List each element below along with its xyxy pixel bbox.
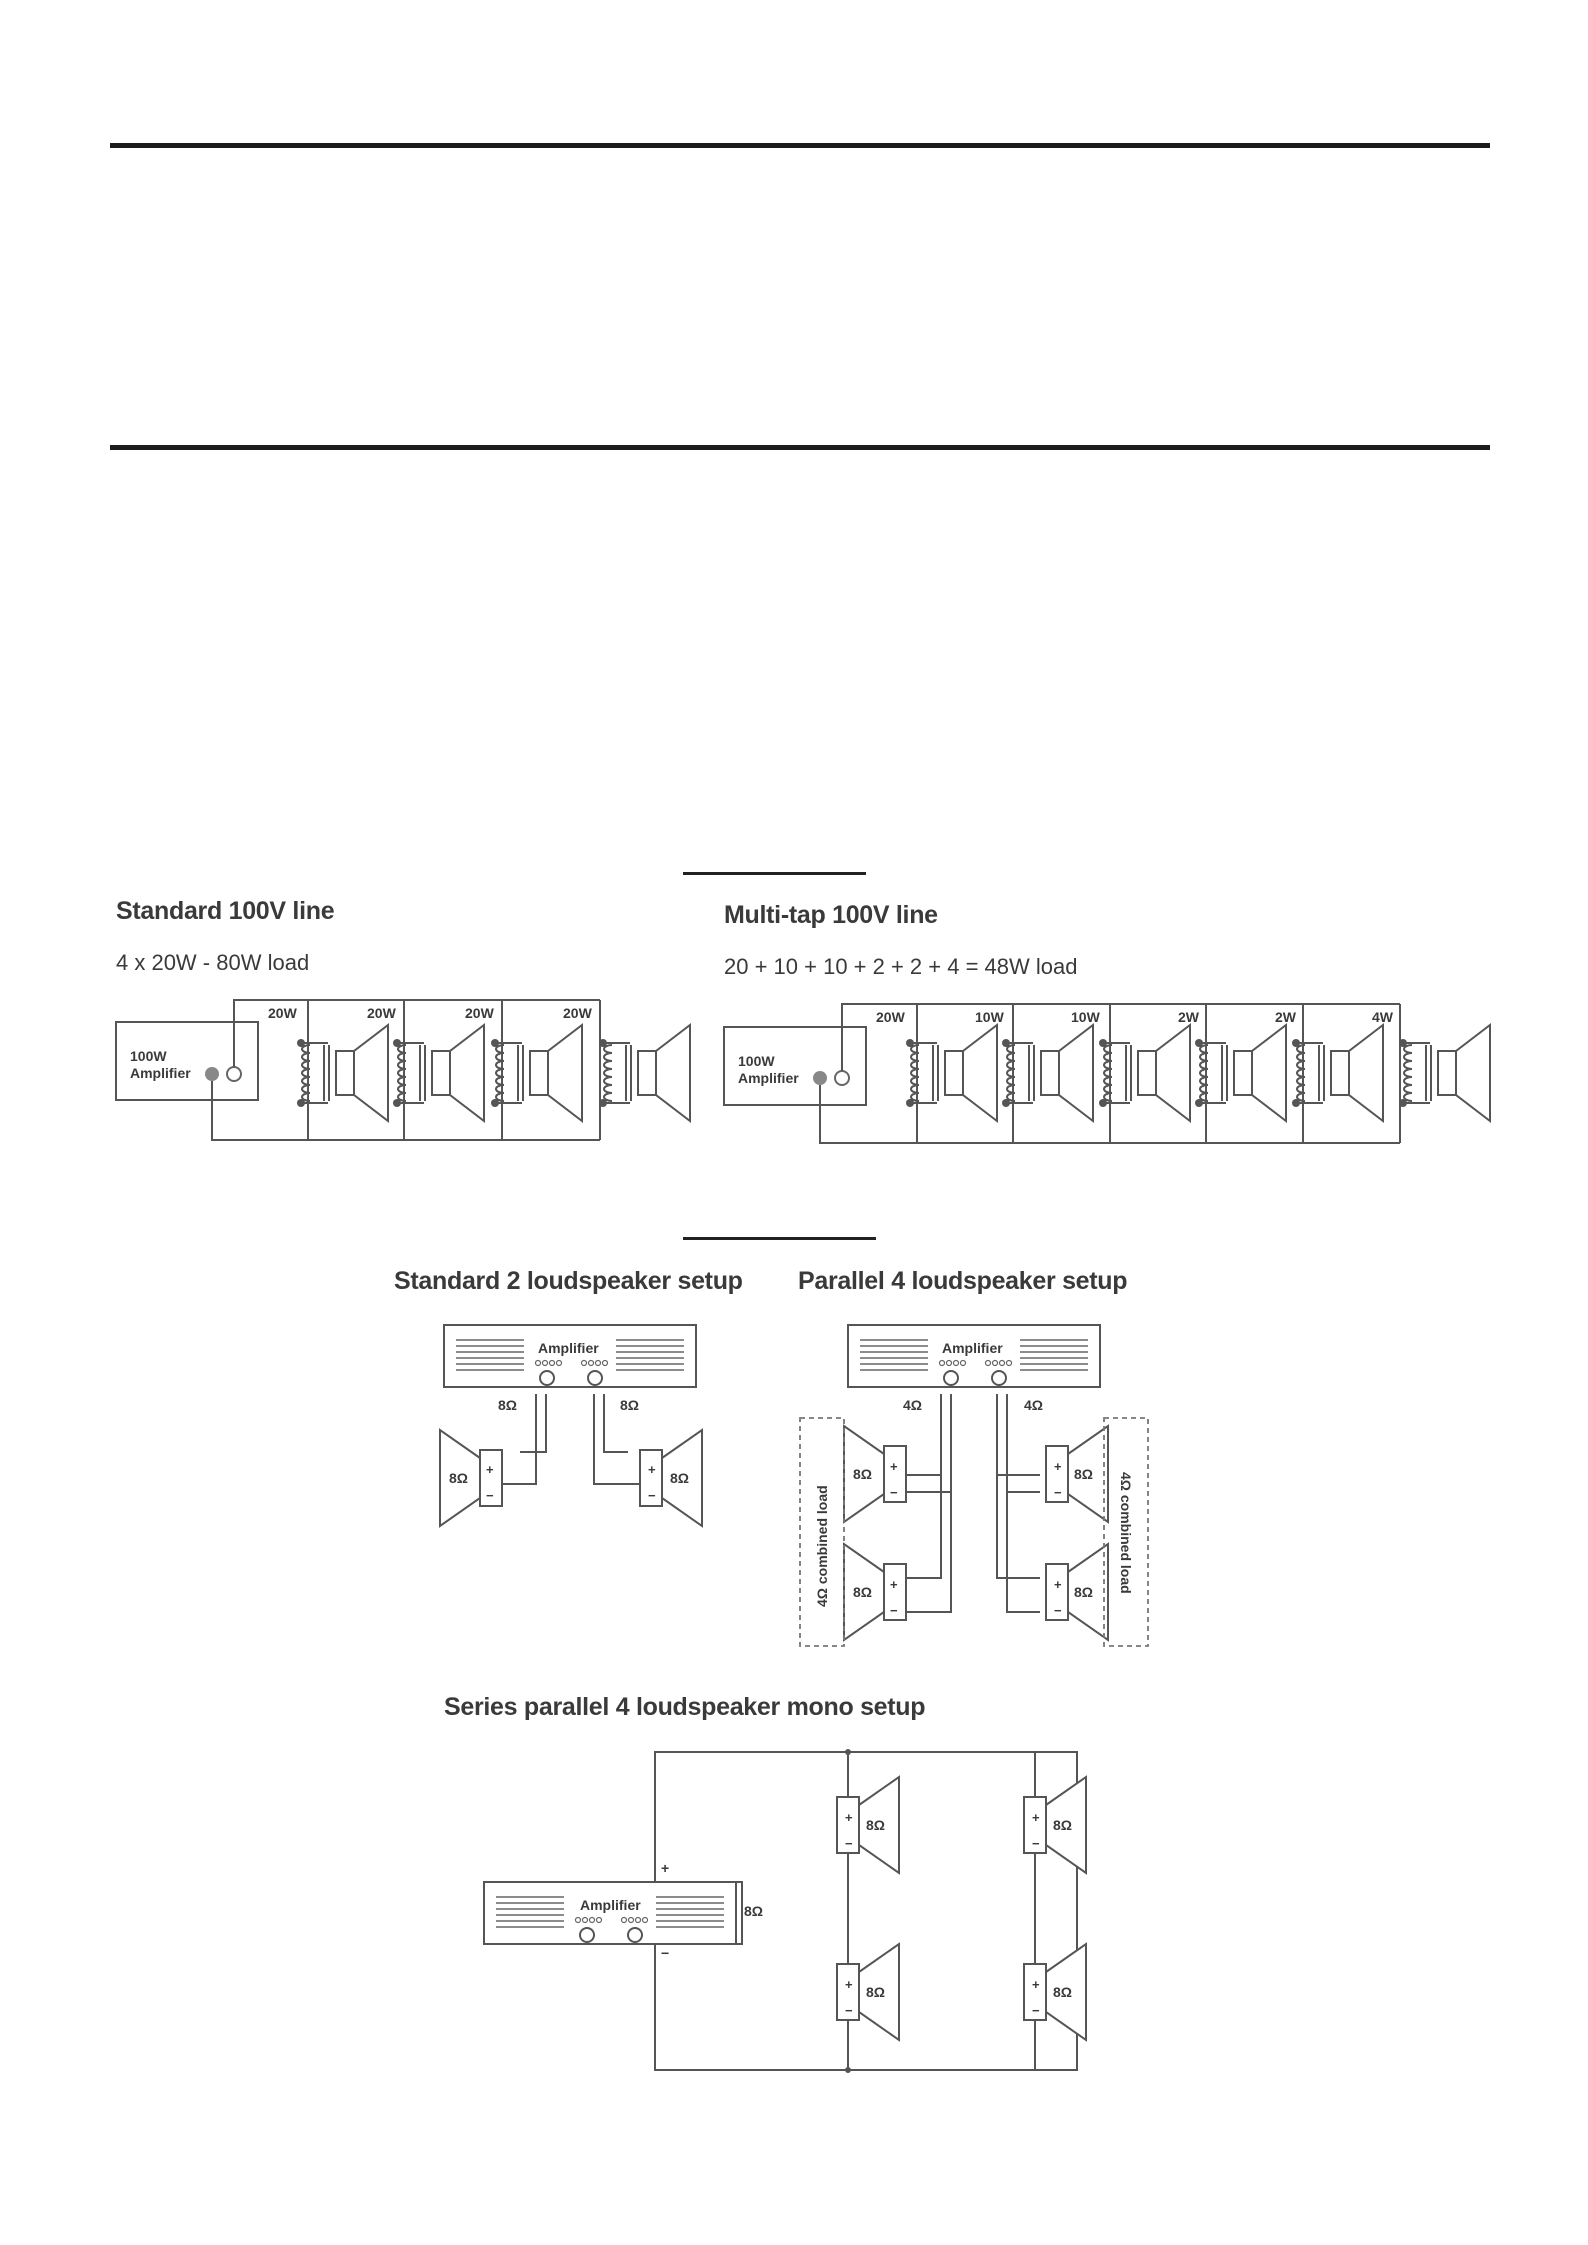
line-impedance: 8Ω — [620, 1397, 640, 1413]
amplifier-label: Amplifier — [130, 1065, 191, 1081]
minus-sign: − — [845, 2003, 853, 2018]
plus-sign: + — [890, 1577, 898, 1592]
tap-label: 4W — [1372, 1009, 1393, 1025]
tap-label: 20W — [876, 1009, 905, 1025]
tap-label: 20W — [367, 1005, 396, 1021]
tap-label: 10W — [1071, 1009, 1100, 1025]
plus-sign: + — [486, 1462, 494, 1477]
tap-label: 2W — [1275, 1009, 1296, 1025]
amp-impedance: 8Ω — [744, 1903, 764, 1919]
multitap-100v-diagram — [724, 1004, 1490, 1143]
plus-sign: + — [1032, 1810, 1040, 1825]
speaker-impedance: 8Ω — [1074, 1466, 1094, 1482]
minus-sign: − — [890, 1603, 898, 1618]
standard-100v-load: 4 x 20W - 80W load — [116, 950, 310, 975]
standard-100v-title: Standard 100V line — [116, 897, 335, 925]
series-parallel-diagram — [484, 1749, 1086, 2073]
parallel-4-diagram — [800, 1325, 1148, 1646]
speaker-impedance: 8Ω — [1053, 1984, 1073, 2000]
minus-sign: − — [648, 1488, 656, 1503]
plus-sign: + — [1054, 1459, 1062, 1474]
amplifier-label: Amplifier — [738, 1070, 799, 1086]
line-impedance: 4Ω — [1024, 1397, 1044, 1413]
plus-sign: + — [1054, 1577, 1062, 1592]
plus-sign: + — [845, 1977, 853, 1992]
speaker-impedance: 8Ω — [670, 1470, 690, 1486]
plus-sign: + — [661, 1860, 670, 1876]
tap-label: 2W — [1178, 1009, 1199, 1025]
speaker-impedance: 8Ω — [853, 1466, 873, 1482]
tap-label: 20W — [465, 1005, 494, 1021]
plus-sign: + — [845, 1810, 853, 1825]
line-impedance: 4Ω — [903, 1397, 923, 1413]
tap-label: 20W — [563, 1005, 592, 1021]
multitap-100v-title: Multi-tap 100V line — [724, 901, 938, 929]
minus-sign: − — [845, 1836, 853, 1851]
amplifier-label: Amplifier — [538, 1340, 599, 1356]
speaker-impedance: 8Ω — [853, 1584, 873, 1600]
amplifier-label: Amplifier — [580, 1897, 641, 1913]
plus-sign: + — [890, 1459, 898, 1474]
minus-sign: − — [1032, 1836, 1040, 1851]
multitap-100v-load: 20 + 10 + 10 + 2 + 2 + 4 = 48W load — [724, 954, 1078, 979]
tap-label: 10W — [975, 1009, 1004, 1025]
plus-sign: + — [1032, 1977, 1040, 1992]
speaker-impedance: 8Ω — [866, 1984, 886, 2000]
speaker-impedance: 8Ω — [866, 1817, 886, 1833]
minus-sign: − — [1032, 2003, 1040, 2018]
tap-label: 20W — [268, 1005, 297, 1021]
terminal — [835, 1071, 849, 1085]
speaker-impedance: 8Ω — [1074, 1584, 1094, 1600]
minus-sign: − — [890, 1485, 898, 1500]
minus-sign: − — [1054, 1485, 1062, 1500]
series-parallel-title: Series parallel 4 loudspeaker mono setup — [444, 1693, 926, 1721]
terminal — [227, 1067, 241, 1081]
speaker-impedance: 8Ω — [1053, 1817, 1073, 1833]
line-impedance: 8Ω — [498, 1397, 518, 1413]
amplifier-label: Amplifier — [942, 1340, 1003, 1356]
terminal — [205, 1067, 219, 1081]
minus-sign: − — [486, 1488, 494, 1503]
amplifier-label: 100W — [130, 1048, 167, 1064]
combined-load-label: 4Ω combined load — [1118, 1472, 1134, 1594]
standard-2-title: Standard 2 loudspeaker setup — [394, 1267, 743, 1295]
combined-load-label: 4Ω combined load — [814, 1485, 830, 1607]
terminal — [813, 1071, 827, 1085]
parallel-4-title: Parallel 4 loudspeaker setup — [798, 1267, 1128, 1295]
amplifier-label: 100W — [738, 1053, 775, 1069]
minus-sign: − — [661, 1945, 670, 1961]
plus-sign: + — [648, 1462, 656, 1477]
minus-sign: − — [1054, 1603, 1062, 1618]
speaker-impedance: 8Ω — [449, 1470, 469, 1486]
standard-2-diagram — [440, 1325, 702, 1526]
standard-100v-diagram — [116, 1000, 690, 1140]
